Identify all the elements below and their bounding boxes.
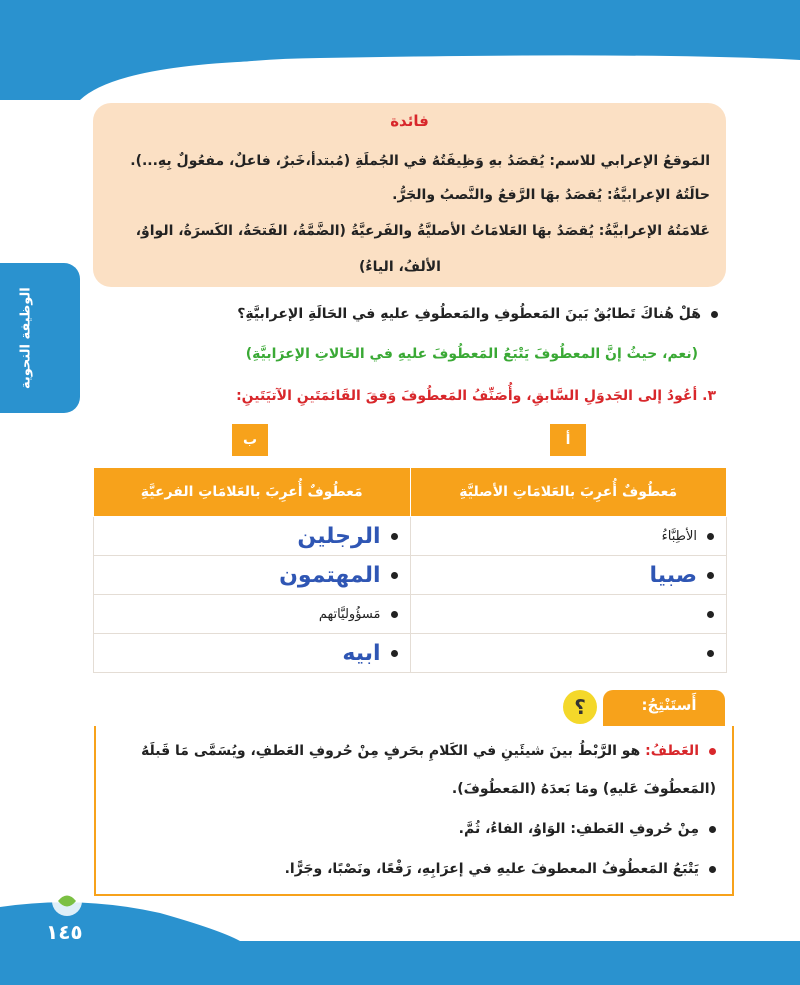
header-original-marks: مَعطُوفٌ أُعرِبَ بالعَلامَاتِ الأصليَّةِ: [410, 468, 727, 517]
bullet-icon: [711, 311, 718, 318]
header-secondary-marks: مَعطُوفٌ أُعرِبَ بالعَلامَاتِ الفرعيَّةِ: [94, 468, 411, 517]
rule-3: يَتْبَعُ المَعطُوفُ المعطوفَ عليهِ في إعرَابِهِ، رَفْعًا، ونَصْبًا، وجَرًّا.: [76, 858, 716, 880]
cell-b[interactable]: مَسؤُوليَّاتهم: [94, 595, 411, 634]
bullet-icon: [391, 650, 398, 657]
cell-a[interactable]: صبيا: [410, 556, 727, 595]
cell-b[interactable]: الرجلين: [94, 517, 411, 556]
classification-table: [93, 467, 727, 673]
info-line-4: الألفُ، الياءُ): [359, 259, 441, 275]
conclude-label: أَستَنْتِجُ:: [641, 696, 697, 714]
publisher-logo-icon: [46, 880, 88, 922]
info-line-3: عَلامَتُهُ الإعرابيَّةُ: يُقصَدُ بهَا العَلامَاتُ الأصليَّةُ والفَرعيَّةُ (الضَّمَّةُ، الفَتحَةُ، الكَسرَةُ، الواوُ،: [135, 223, 710, 239]
table-row: [94, 634, 727, 673]
bullet-icon: [391, 611, 398, 618]
page-number: ١٤٥: [46, 920, 83, 944]
table-row: [94, 517, 727, 556]
chapter-side-tab-label: الوظيفة النحوية: [18, 287, 34, 389]
header-band: [0, 0, 800, 100]
rule-1-continued: (المَعطُوفَ عَليهِ) ومَا بَعدَهُ (المَعطُوفَ).: [451, 781, 716, 797]
bullet-icon: [707, 650, 714, 657]
question-mark-icon: ؟: [563, 690, 597, 724]
rule-1: العَطفُ: هو الرَّبْطُ بينَ شيئَينِ في الكَلامِ بحَرفٍ مِنْ حُروفِ العَطفِ، ويُسَمَّى مَا قَبلَهُ: [76, 740, 716, 762]
cell-a[interactable]: [410, 634, 727, 673]
footer-band: [0, 885, 800, 985]
answer: (نعم، حيثُ إنَّ المعطُوفَ يَتْبَعُ المَعطُوفَ عليهِ في الحَالاتِ الإعرَابيَّةِ): [245, 346, 698, 362]
info-line-1: المَوقعُ الإعرابي للاسم: يُقصَدُ بهِ وَظِيفَتُهُ في الجُملَةِ (مُبتدأ،خَبرٌ، فاعلٌ، مفعُولٌ بِهِ...).: [130, 153, 710, 169]
question: هَلْ هُناكَ تَطابُقٌ بَينَ المَعطُوفِ والمَعطُوفِ عليهِ في الحَالَةِ الإعرابيَّةِ؟: [237, 306, 718, 322]
rule-2: مِنْ حُروفِ العَطفِ: الوَاوُ، الفاءُ، ثُمَّ.: [76, 818, 716, 840]
cell-a[interactable]: الأطِبَّاءُ: [410, 517, 727, 556]
bullet-icon: [707, 572, 714, 579]
bullet-icon: [709, 748, 716, 755]
cell-a[interactable]: [410, 595, 727, 634]
info-line-2: حالَتُهُ الإعرابيَّةُ: يُقصَدُ بهَا الرَّفعُ والنَّصبُ والجَرُّ.: [392, 187, 710, 203]
bullet-icon: [709, 866, 716, 873]
bullet-icon: [709, 826, 716, 833]
tag-b: ب: [232, 424, 268, 456]
cell-b[interactable]: المهتمون: [94, 556, 411, 595]
info-title: فائدة: [390, 112, 429, 130]
bullet-icon: [391, 533, 398, 540]
tag-a: أ: [550, 424, 586, 456]
table-row: [94, 556, 727, 595]
task-instruction: ٣. أعُودُ إلى الجَدوَلِ السَّابقِ، وأُصَنِّفُ المَعطُوفَ وَفقَ القَائمَتَينِ الآتيَتَينِ:: [236, 388, 716, 404]
bullet-icon: [707, 611, 714, 618]
bullet-icon: [391, 572, 398, 579]
cell-b[interactable]: ابيه: [94, 634, 411, 673]
bullet-icon: [707, 533, 714, 540]
table-row: [94, 595, 727, 634]
